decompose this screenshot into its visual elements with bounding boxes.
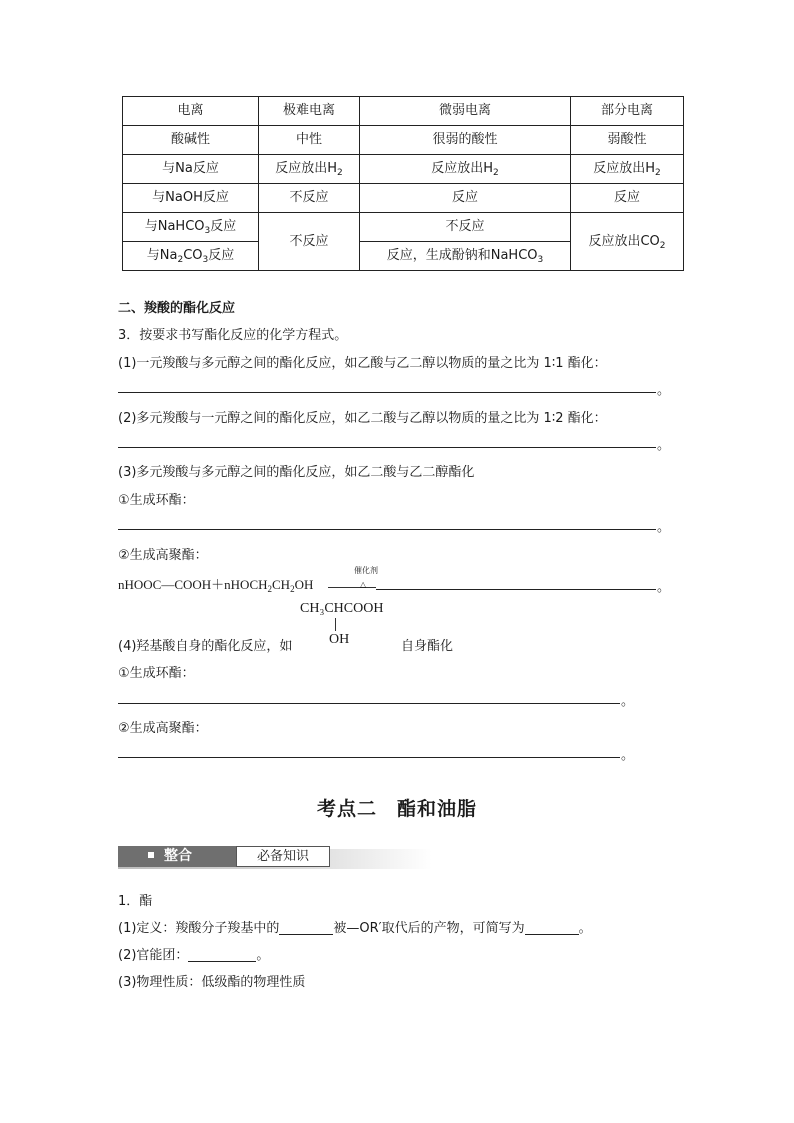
row-label: 与NaOH反应 xyxy=(123,184,259,213)
functional-group-text: (2)官能团： xyxy=(118,948,189,963)
lactic-acid-structure: CH₃CHCOOH xyxy=(300,601,384,616)
table-cell: 不反应 xyxy=(360,213,571,242)
answer-line[interactable] xyxy=(118,392,656,393)
answer-line[interactable] xyxy=(376,589,656,590)
table-row xyxy=(123,155,684,184)
table-cell xyxy=(360,242,571,271)
sub-item: ①生成环酯： xyxy=(118,493,195,508)
sub-question-tail: 自身酯化 xyxy=(401,639,454,654)
table-cell xyxy=(571,155,684,184)
subsection-heading: 1．酯 xyxy=(118,894,153,909)
cell-text: 反应放出H xyxy=(593,161,656,176)
period: 。 xyxy=(621,748,635,763)
cell-text: 反应放出CO xyxy=(588,233,660,249)
row-label: 与Na反应 xyxy=(123,155,259,184)
cell-text: 反应 xyxy=(210,219,237,234)
definition-line xyxy=(118,917,592,936)
answer-line[interactable] xyxy=(118,703,620,704)
reaction-equation xyxy=(118,574,313,593)
sub-item: ②生成高聚酯： xyxy=(118,721,208,736)
banner-light-tab: 必备知识 xyxy=(236,846,330,867)
equation-ch2: CH xyxy=(272,577,291,592)
banner-dark-label: 整合 xyxy=(164,848,192,864)
subscript: 2 xyxy=(655,168,661,178)
physical-properties-line: (3)物理性质：低级酯的物理性质 xyxy=(118,975,306,990)
period: 。 xyxy=(657,383,671,398)
period: 。 xyxy=(621,694,635,709)
section-banner xyxy=(118,846,432,870)
table-cell: 不反应 xyxy=(259,213,360,271)
cell-text: 反应 xyxy=(208,248,235,263)
table-cell: 反应 xyxy=(571,184,684,213)
table-cell: 中性 xyxy=(259,126,360,155)
subscript: 2 xyxy=(267,584,273,594)
subscript: 3 xyxy=(202,255,209,265)
cell-text: CO xyxy=(183,248,203,263)
table-cell xyxy=(259,155,360,184)
functional-group-text: 。 xyxy=(256,948,270,963)
period: 。 xyxy=(657,438,671,453)
heat-symbol: △ xyxy=(360,580,367,589)
sub-question: (1)一元羧酸与多元醇之间的酯化反应，如乙酸与乙二醇以物质的量之比为 1∶1 酯化： xyxy=(118,356,607,371)
answer-line[interactable] xyxy=(118,529,656,530)
subscript: 2 xyxy=(177,255,184,265)
reaction-condition xyxy=(354,566,376,575)
table-cell: 微弱电离 xyxy=(360,97,571,126)
subscript: 2 xyxy=(290,584,295,594)
subscript: 2 xyxy=(659,240,666,251)
answer-line[interactable] xyxy=(118,447,656,448)
fill-blank[interactable] xyxy=(525,920,579,935)
cell-text: 与NaHCO xyxy=(144,219,205,234)
table-cell: 反应 xyxy=(360,184,571,213)
definition-text: 。 xyxy=(578,921,592,936)
table-cell xyxy=(360,155,571,184)
row-label xyxy=(123,242,259,271)
definition-text: 被—OR′取代后的产物，可简写为 xyxy=(333,921,525,936)
sub-item: ①生成环酯： xyxy=(118,666,195,681)
subscript: 2 xyxy=(337,168,343,178)
cell-text: 与Na xyxy=(146,248,178,263)
fill-blank[interactable] xyxy=(188,947,256,962)
question-stem: 3．按要求书写酯化反应的化学方程式。 xyxy=(118,328,348,343)
catalyst-label: 催化剂 xyxy=(354,566,378,575)
definition-text: (1)定义：羧酸分子羧基中的 xyxy=(118,921,280,936)
sub-question: (4)羟基酸自身的酯化反应，如 xyxy=(118,639,293,654)
equation-oh: OH xyxy=(294,577,314,592)
table-row xyxy=(123,184,684,213)
banner-dark-tab xyxy=(118,846,236,867)
section-heading: 二、羧酸的酯化反应 xyxy=(118,301,236,316)
sub-question: (2)多元羧酸与一元醇之间的酯化反应，如乙二酸与乙醇以物质的量之比为 1∶2 酯化： xyxy=(118,411,607,426)
bond-line xyxy=(335,618,336,631)
table-cell: 部分电离 xyxy=(571,97,684,126)
square-icon xyxy=(148,852,154,858)
hydroxyl-group: OH xyxy=(329,632,350,647)
reaction-arrow xyxy=(328,587,376,588)
cell-text: 反应放出H xyxy=(275,161,338,176)
answer-line[interactable] xyxy=(118,757,620,758)
table-cell xyxy=(571,213,684,271)
table-cell: 极难电离 xyxy=(259,97,360,126)
table-cell: 很弱的酸性 xyxy=(360,126,571,155)
subscript: 3 xyxy=(537,255,544,265)
period: 。 xyxy=(657,520,671,535)
table-cell: 弱酸性 xyxy=(571,126,684,155)
subscript: 2 xyxy=(493,168,499,178)
row-label xyxy=(123,213,259,242)
comparison-table xyxy=(122,96,684,271)
table-row xyxy=(123,97,684,126)
fill-blank[interactable] xyxy=(279,920,333,935)
cell-text: 反应，生成酚钠和NaHCO xyxy=(386,248,538,263)
cell-text: 反应放出H xyxy=(431,161,494,176)
table-cell: 不反应 xyxy=(259,184,360,213)
table-row xyxy=(123,213,684,242)
sub-question: (3)多元羧酸与多元醇之间的酯化反应，如乙二酸与乙二醇酯化 xyxy=(118,465,475,480)
functional-group-line xyxy=(118,944,269,963)
sub-item: ②生成高聚酯： xyxy=(118,548,208,563)
period: 。 xyxy=(657,580,671,595)
equation-left: nHOOC—COOH＋nHOCH xyxy=(118,577,268,592)
table-row xyxy=(123,126,684,155)
section-title: 考点二 酯和油脂 xyxy=(316,798,477,820)
row-label: 电离 xyxy=(123,97,259,126)
row-label: 酸碱性 xyxy=(123,126,259,155)
subscript: 3 xyxy=(204,226,211,236)
